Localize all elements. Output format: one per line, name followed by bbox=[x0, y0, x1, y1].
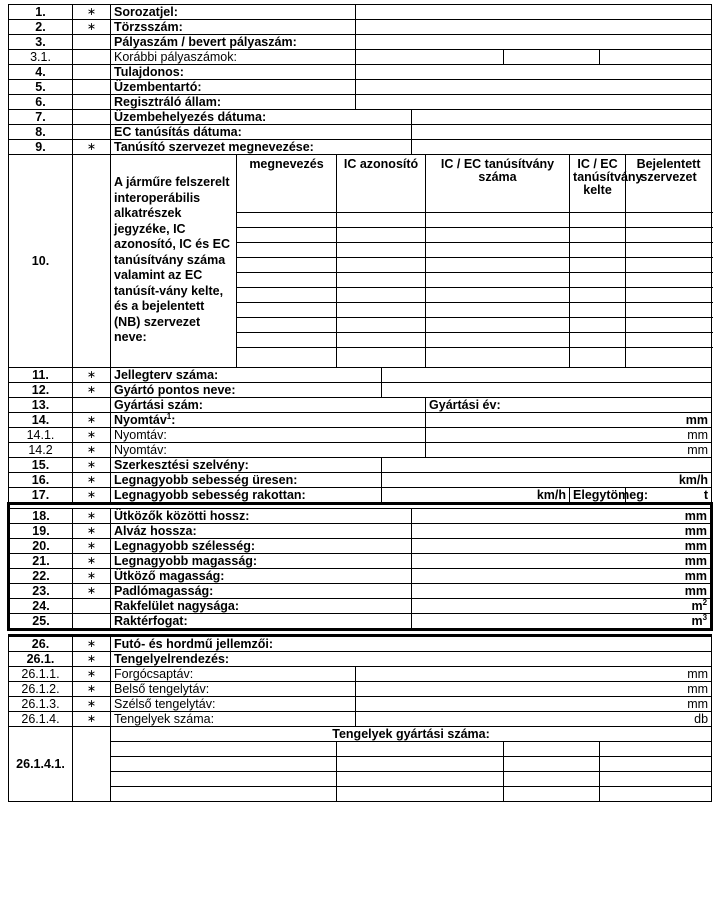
component-cell[interactable] bbox=[626, 333, 712, 348]
row-number: 3. bbox=[9, 35, 73, 50]
field-label-elegytomeg: Elegytömeg: bbox=[570, 488, 626, 504]
mandatory-marker: ∗ bbox=[73, 697, 111, 712]
component-cell[interactable] bbox=[570, 258, 626, 273]
sebesseg-uresen-field[interactable] bbox=[382, 473, 712, 488]
sebesseg-rakottan-field[interactable] bbox=[382, 488, 570, 504]
component-cell[interactable] bbox=[237, 273, 337, 288]
legnagyobb-magassag-field[interactable] bbox=[412, 554, 712, 569]
unit-mm: mm bbox=[687, 443, 709, 457]
row-9 bbox=[9, 140, 712, 155]
mandatory-marker bbox=[73, 95, 111, 110]
szerkesztesi-szelveny-field[interactable] bbox=[382, 458, 712, 473]
component-cell[interactable] bbox=[626, 273, 712, 288]
axle-serial-cell[interactable] bbox=[600, 757, 712, 772]
component-cell[interactable] bbox=[426, 273, 570, 288]
col-header-bejelentett-szervezet: Bejelentett szervezet bbox=[626, 155, 712, 213]
field-label: Korábbi pályaszámok: bbox=[111, 50, 356, 65]
mandatory-marker: ∗ bbox=[73, 569, 111, 584]
field-label: Nyomtáv: bbox=[111, 428, 426, 443]
component-cell[interactable] bbox=[626, 228, 712, 243]
component-cell[interactable] bbox=[626, 258, 712, 273]
szelso-tengelytav-field[interactable] bbox=[356, 697, 712, 712]
row-15 bbox=[9, 458, 712, 473]
component-cell[interactable] bbox=[237, 213, 337, 228]
row-12 bbox=[9, 383, 712, 398]
axle-serial-cell[interactable] bbox=[504, 787, 600, 802]
row-18 bbox=[9, 509, 712, 524]
row-number: 13. bbox=[9, 398, 73, 413]
mandatory-marker bbox=[73, 155, 111, 368]
row-11 bbox=[9, 368, 712, 383]
axle-serial-cell[interactable] bbox=[600, 772, 712, 787]
label-text: Nyomtáv bbox=[114, 413, 167, 427]
component-cell[interactable] bbox=[570, 303, 626, 318]
axle-serial-row bbox=[9, 772, 712, 787]
field-label: Sorozatjel: bbox=[111, 5, 356, 20]
mandatory-marker bbox=[73, 35, 111, 50]
gyartasi-szam-field[interactable]: Gyártási szám: bbox=[111, 398, 426, 413]
mandatory-marker: ∗ bbox=[73, 509, 111, 524]
row-number: 26.1. bbox=[9, 652, 73, 667]
field-label: Padlómagasság: bbox=[111, 584, 412, 599]
row-4 bbox=[9, 65, 712, 80]
mandatory-marker: ∗ bbox=[73, 20, 111, 35]
mandatory-marker: ∗ bbox=[73, 584, 111, 599]
axle-serial-row bbox=[9, 742, 712, 757]
mandatory-marker: ∗ bbox=[73, 140, 111, 155]
component-cell[interactable] bbox=[570, 213, 626, 228]
axle-serial-cell[interactable] bbox=[111, 787, 337, 802]
utkozo-magassag-field[interactable] bbox=[412, 569, 712, 584]
row-21 bbox=[9, 554, 712, 569]
component-cell[interactable] bbox=[426, 243, 570, 258]
component-cell[interactable] bbox=[237, 333, 337, 348]
row-10-header bbox=[9, 155, 712, 213]
belso-tengelytav-field[interactable] bbox=[356, 682, 712, 697]
row-number: 26.1.1. bbox=[9, 667, 73, 682]
axle-serial-cell[interactable] bbox=[600, 787, 712, 802]
gyartasi-ev-field[interactable]: Gyártási év: bbox=[426, 398, 712, 413]
row-20 bbox=[9, 539, 712, 554]
component-cell[interactable] bbox=[626, 243, 712, 258]
axle-serial-row bbox=[9, 787, 712, 802]
field-label: Tengelyek száma: bbox=[111, 712, 356, 727]
row-number: 24. bbox=[9, 599, 73, 614]
alvaz-hossza-field[interactable] bbox=[412, 524, 712, 539]
label-colon: : bbox=[171, 413, 176, 427]
tulajdonos-field[interactable] bbox=[356, 65, 712, 80]
torzsszam-field[interactable] bbox=[356, 20, 712, 35]
nyomtav-2-field[interactable] bbox=[426, 443, 712, 458]
gyarto-neve-field[interactable] bbox=[382, 383, 712, 398]
ec-tanusitas-datum-field[interactable] bbox=[412, 125, 712, 140]
row-number: 5. bbox=[9, 80, 73, 95]
row-26-1-4 bbox=[9, 712, 712, 727]
axle-serial-cell[interactable] bbox=[504, 757, 600, 772]
mandatory-marker bbox=[73, 125, 111, 140]
unit-mm: mm bbox=[684, 554, 708, 568]
field-label: Ütközők közötti hossz: bbox=[111, 509, 412, 524]
row-23 bbox=[9, 584, 712, 599]
col-header-ic-azonosito: IC azonosító bbox=[337, 155, 426, 213]
field-label: Szerkesztési szelvény: bbox=[111, 458, 382, 473]
component-cell[interactable] bbox=[426, 333, 570, 348]
component-cell[interactable] bbox=[626, 318, 712, 333]
row-number: 20. bbox=[9, 539, 73, 554]
axle-serial-cell[interactable] bbox=[504, 772, 600, 787]
mandatory-marker: ∗ bbox=[73, 667, 111, 682]
component-cell[interactable] bbox=[237, 258, 337, 273]
field-label: Törzsszám: bbox=[111, 20, 356, 35]
mandatory-marker bbox=[73, 50, 111, 65]
field-label: Ütköző magasság: bbox=[111, 569, 412, 584]
unit-mm: mm bbox=[684, 584, 708, 598]
row-number: 26.1.4. bbox=[9, 712, 73, 727]
col-header-tanusitvany-kelte: IC / EC tanúsítvány kelte bbox=[570, 155, 626, 213]
forgocsaptav-field[interactable] bbox=[356, 667, 712, 682]
field-label: EC tanúsítás dátuma: bbox=[111, 125, 412, 140]
row-16 bbox=[9, 473, 712, 488]
mandatory-marker: ∗ bbox=[73, 428, 111, 443]
row-13 bbox=[9, 398, 712, 413]
component-cell[interactable] bbox=[426, 258, 570, 273]
sorozatjel-field[interactable] bbox=[356, 5, 712, 20]
row-26-1-4-1-header bbox=[9, 727, 712, 742]
korabbi-palyaszam-3-field[interactable] bbox=[600, 50, 712, 65]
components-description: A járműre felszerelt interoperábilis alkatrészek jegyzéke, IC azonosító, IC és EC tanúsítvány száma valamint az EC tanúsít-vány kelte, és a bejelentett (NB) szervezet neve: bbox=[111, 155, 237, 368]
component-cell[interactable] bbox=[626, 213, 712, 228]
tanusito-szervezet-field[interactable] bbox=[412, 140, 712, 155]
component-cell[interactable] bbox=[237, 318, 337, 333]
mandatory-marker bbox=[73, 110, 111, 125]
component-cell[interactable] bbox=[337, 258, 426, 273]
component-cell[interactable] bbox=[570, 333, 626, 348]
row-14-1 bbox=[9, 428, 712, 443]
row-number: 2. bbox=[9, 20, 73, 35]
axle-serial-cell[interactable] bbox=[504, 742, 600, 757]
field-label: Tulajdonos: bbox=[111, 65, 356, 80]
row-26-1-2 bbox=[9, 682, 712, 697]
row-number: 23. bbox=[9, 584, 73, 599]
row-number: 3.1. bbox=[9, 50, 73, 65]
row-number: 12. bbox=[9, 383, 73, 398]
row-number: 25. bbox=[9, 614, 73, 630]
row-number: 14.2 bbox=[9, 443, 73, 458]
section-label: Tengelyelrendezés: bbox=[111, 652, 712, 667]
component-cell[interactable] bbox=[570, 228, 626, 243]
row-number: 6. bbox=[9, 95, 73, 110]
utkozok-kozotti-hossz-field[interactable] bbox=[412, 509, 712, 524]
component-cell[interactable] bbox=[337, 213, 426, 228]
section-label: Futó- és hordmű jellemzői: bbox=[111, 636, 712, 652]
col-header-megnevezes: megnevezés bbox=[237, 155, 337, 213]
unit-mm: mm bbox=[685, 413, 709, 427]
mandatory-marker: ∗ bbox=[73, 413, 111, 428]
unit-kmh: km/h bbox=[536, 488, 567, 502]
unit-exponent: 2 bbox=[702, 597, 708, 607]
mandatory-marker: ∗ bbox=[73, 368, 111, 383]
component-cell[interactable] bbox=[237, 348, 337, 368]
component-cell[interactable] bbox=[626, 288, 712, 303]
component-cell[interactable] bbox=[337, 318, 426, 333]
unit-mm: mm bbox=[687, 667, 709, 681]
field-label: Forgócsaptáv: bbox=[111, 667, 356, 682]
row-number: 26.1.2. bbox=[9, 682, 73, 697]
row-number: 26.1.4.1. bbox=[9, 727, 73, 802]
component-cell[interactable] bbox=[337, 273, 426, 288]
row-5 bbox=[9, 80, 712, 95]
row-number: 16. bbox=[9, 473, 73, 488]
axle-serial-cell[interactable] bbox=[111, 772, 337, 787]
row-26 bbox=[9, 636, 712, 652]
mandatory-marker bbox=[73, 80, 111, 95]
component-cell[interactable] bbox=[570, 243, 626, 258]
mandatory-marker: ∗ bbox=[73, 5, 111, 20]
row-17 bbox=[9, 488, 712, 504]
unit-mm: mm bbox=[687, 428, 709, 442]
mandatory-marker: ∗ bbox=[73, 539, 111, 554]
field-label: Szélső tengelytáv: bbox=[111, 697, 356, 712]
field-label: Alváz hossza: bbox=[111, 524, 412, 539]
row-number: 8. bbox=[9, 125, 73, 140]
mandatory-marker: ∗ bbox=[73, 443, 111, 458]
unit-mm: mm bbox=[684, 509, 708, 523]
row-3 bbox=[9, 35, 712, 50]
col-header-tanusitvany-szama: IC / EC tanúsítvány száma bbox=[426, 155, 570, 213]
raktérfogat-field[interactable] bbox=[412, 614, 712, 630]
component-cell[interactable] bbox=[626, 348, 712, 368]
uzembehelyezes-datum-field[interactable] bbox=[412, 110, 712, 125]
row-22 bbox=[9, 569, 712, 584]
field-label: Legnagyobb szélesség: bbox=[111, 539, 412, 554]
row-14 bbox=[9, 413, 712, 428]
padlomagassag-field[interactable] bbox=[412, 584, 712, 599]
row-19 bbox=[9, 524, 712, 539]
component-cell[interactable] bbox=[337, 303, 426, 318]
korabbi-palyaszam-2-field[interactable] bbox=[504, 50, 600, 65]
row-number: 19. bbox=[9, 524, 73, 539]
form-table bbox=[7, 4, 712, 802]
field-label: Belső tengelytáv: bbox=[111, 682, 356, 697]
component-cell[interactable] bbox=[426, 288, 570, 303]
mandatory-marker bbox=[73, 614, 111, 630]
component-cell[interactable] bbox=[337, 348, 426, 368]
row-number: 18. bbox=[9, 509, 73, 524]
mandatory-marker: ∗ bbox=[73, 458, 111, 473]
row-14-2 bbox=[9, 443, 712, 458]
row-8 bbox=[9, 125, 712, 140]
component-cell[interactable] bbox=[426, 348, 570, 368]
mandatory-marker bbox=[73, 727, 111, 802]
axle-serial-cell[interactable] bbox=[600, 742, 712, 757]
jellegterv-szama-field[interactable] bbox=[382, 368, 712, 383]
row-number: 26. bbox=[9, 636, 73, 652]
component-cell[interactable] bbox=[570, 318, 626, 333]
row-number: 14. bbox=[9, 413, 73, 428]
footnote-marker: 1 bbox=[166, 411, 172, 421]
field-label: Regisztráló állam: bbox=[111, 95, 356, 110]
row-number: 21. bbox=[9, 554, 73, 569]
row-number: 17. bbox=[9, 488, 73, 504]
mandatory-marker: ∗ bbox=[73, 636, 111, 652]
palyaszam-field[interactable] bbox=[356, 35, 712, 50]
regisztralo-allam-field[interactable] bbox=[356, 95, 712, 110]
unit-mm: mm bbox=[687, 682, 709, 696]
unit-mm: mm bbox=[684, 569, 708, 583]
row-number: 26.1.3. bbox=[9, 697, 73, 712]
field-label: Legnagyobb sebesség rakottan: bbox=[111, 488, 382, 504]
component-cell[interactable] bbox=[237, 228, 337, 243]
mandatory-marker: ∗ bbox=[73, 712, 111, 727]
axle-serial-cell[interactable] bbox=[111, 742, 337, 757]
field-label: Raktérfogat: bbox=[111, 614, 412, 630]
axle-serial-cell[interactable] bbox=[337, 742, 504, 757]
field-label: Tanúsító szervezet megnevezése: bbox=[111, 140, 412, 155]
component-cell[interactable] bbox=[337, 243, 426, 258]
mandatory-marker: ∗ bbox=[73, 473, 111, 488]
unit-exponent: 3 bbox=[702, 612, 708, 622]
axle-serials-heading: Tengelyek gyártási száma: bbox=[111, 727, 712, 742]
unit-t: t bbox=[703, 488, 709, 502]
axle-serial-cell[interactable] bbox=[337, 757, 504, 772]
component-cell[interactable] bbox=[570, 273, 626, 288]
field-label: Gyártó pontos neve: bbox=[111, 383, 382, 398]
component-cell[interactable] bbox=[570, 348, 626, 368]
component-cell[interactable] bbox=[337, 333, 426, 348]
mandatory-marker bbox=[73, 65, 111, 80]
row-number: 4. bbox=[9, 65, 73, 80]
field-label: Üzembentartó: bbox=[111, 80, 356, 95]
field-label: Jellegterv száma: bbox=[111, 368, 382, 383]
row-3-1 bbox=[9, 50, 712, 65]
row-6 bbox=[9, 95, 712, 110]
tengelyek-szama-field[interactable] bbox=[356, 712, 712, 727]
field-label: Rakfelület nagysága: bbox=[111, 599, 412, 614]
component-cell[interactable] bbox=[426, 318, 570, 333]
field-label: Nyomtáv: bbox=[111, 443, 426, 458]
field-label bbox=[111, 413, 426, 428]
component-cell[interactable] bbox=[337, 228, 426, 243]
unit-m2: m bbox=[691, 599, 703, 613]
component-cell[interactable] bbox=[337, 288, 426, 303]
row-24 bbox=[9, 599, 712, 614]
rakfelulet-field[interactable] bbox=[412, 599, 712, 614]
row-7 bbox=[9, 110, 712, 125]
component-cell[interactable] bbox=[626, 303, 712, 318]
mandatory-marker: ∗ bbox=[73, 524, 111, 539]
component-cell[interactable] bbox=[237, 288, 337, 303]
field-label: Legnagyobb magasság: bbox=[111, 554, 412, 569]
mandatory-marker bbox=[73, 599, 111, 614]
unit-kmh: km/h bbox=[678, 473, 709, 487]
nyomtav-field[interactable] bbox=[426, 413, 712, 428]
mandatory-marker: ∗ bbox=[73, 383, 111, 398]
component-cell[interactable] bbox=[426, 303, 570, 318]
axle-serial-cell[interactable] bbox=[337, 772, 504, 787]
legnagyobb-szelesseg-field[interactable] bbox=[412, 539, 712, 554]
axle-serial-row bbox=[9, 757, 712, 772]
row-2 bbox=[9, 20, 712, 35]
field-label: Üzembehelyezés dátuma: bbox=[111, 110, 412, 125]
row-number: 11. bbox=[9, 368, 73, 383]
field-label: Pályaszám / bevert pályaszám: bbox=[111, 35, 356, 50]
mandatory-marker: ∗ bbox=[73, 488, 111, 504]
component-cell[interactable] bbox=[426, 228, 570, 243]
axle-serial-cell[interactable] bbox=[111, 757, 337, 772]
row-number: 1. bbox=[9, 5, 73, 20]
mandatory-marker: ∗ bbox=[73, 682, 111, 697]
component-cell[interactable] bbox=[237, 243, 337, 258]
unit-mm: mm bbox=[687, 697, 709, 711]
field-label: Legnagyobb sebesség üresen: bbox=[111, 473, 382, 488]
row-number: 15. bbox=[9, 458, 73, 473]
row-number: 7. bbox=[9, 110, 73, 125]
mandatory-marker: ∗ bbox=[73, 652, 111, 667]
mandatory-marker bbox=[73, 398, 111, 413]
row-number: 10. bbox=[9, 155, 73, 368]
unit-db: db bbox=[694, 712, 709, 726]
unit-mm: mm bbox=[684, 539, 708, 553]
row-25 bbox=[9, 614, 712, 630]
mandatory-marker: ∗ bbox=[73, 554, 111, 569]
nyomtav-1-field[interactable] bbox=[426, 428, 712, 443]
component-cell[interactable] bbox=[426, 213, 570, 228]
uzembentarto-field[interactable] bbox=[356, 80, 712, 95]
component-cell[interactable] bbox=[570, 288, 626, 303]
axle-serial-cell[interactable] bbox=[337, 787, 504, 802]
vehicle-registration-form bbox=[7, 4, 710, 802]
row-number: 9. bbox=[9, 140, 73, 155]
row-26-1 bbox=[9, 652, 712, 667]
korabbi-palyaszam-1-field[interactable] bbox=[356, 50, 504, 65]
row-26-1-1 bbox=[9, 667, 712, 682]
row-1 bbox=[9, 5, 712, 20]
component-cell[interactable] bbox=[237, 303, 337, 318]
row-number: 14.1. bbox=[9, 428, 73, 443]
row-number: 22. bbox=[9, 569, 73, 584]
row-26-1-3 bbox=[9, 697, 712, 712]
unit-m3: m bbox=[691, 614, 703, 628]
unit-mm: mm bbox=[684, 524, 708, 538]
